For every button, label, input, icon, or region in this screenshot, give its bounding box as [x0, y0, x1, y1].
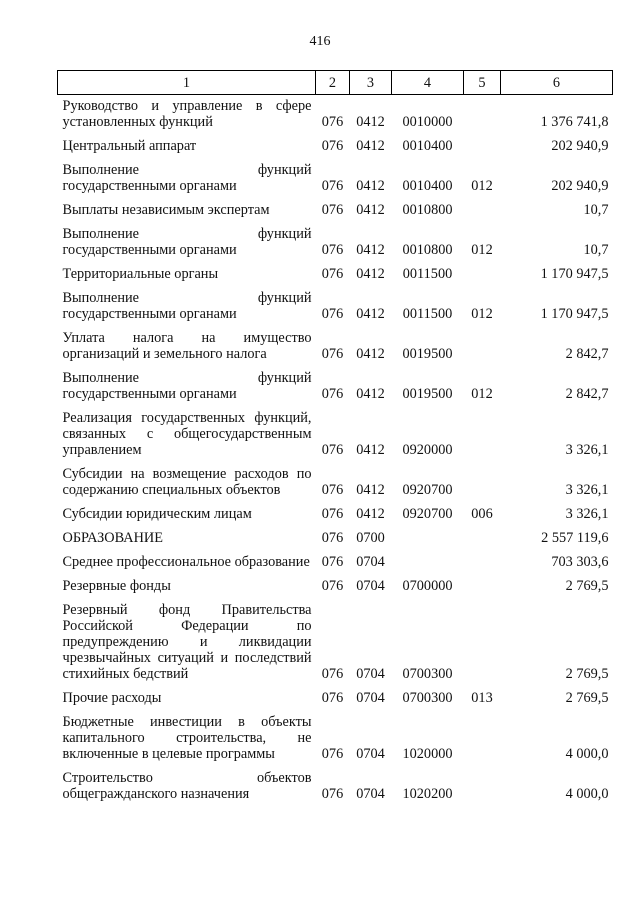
- row-amount: 703 303,6: [551, 554, 609, 570]
- row-section-code: 0412: [356, 202, 385, 218]
- row-amount: 1 170 947,5: [540, 306, 609, 322]
- row-amount: 3 326,1: [565, 506, 609, 522]
- row-expense-type-code: [464, 575, 501, 599]
- row-name: Бюджетные инвестиции в объекты капитального строительства, не включенные в целевые программы: [62, 714, 312, 762]
- row-name: Выполнение функций государственными органами: [62, 370, 312, 402]
- row-section-code: 0700: [356, 530, 385, 546]
- row-expense-type-code: [464, 527, 501, 551]
- row-section-code: 0412: [356, 386, 385, 402]
- row-target-code: 0010800: [402, 202, 453, 218]
- row-expense-type-code: 012: [471, 386, 493, 402]
- row-amount: 202 940,9: [551, 178, 609, 194]
- row-amount: 4 000,0: [565, 746, 609, 762]
- row-ministry-code: 076: [321, 746, 344, 762]
- table-row: [58, 135, 613, 159]
- table-body: [58, 95, 613, 808]
- row-target-code: 0019500: [402, 346, 453, 362]
- row-name: ОБРАЗОВАНИЕ: [62, 530, 163, 546]
- row-expense-type-code: [464, 327, 501, 367]
- row-ministry-code: 076: [321, 530, 344, 546]
- row-target-code: [392, 527, 464, 551]
- row-section-code: 0412: [356, 306, 385, 322]
- row-ministry-code: 076: [321, 786, 344, 802]
- row-name: Территориальные органы: [62, 266, 219, 282]
- table-row: [58, 407, 613, 463]
- row-target-code: 0019500: [402, 386, 453, 402]
- row-ministry-code: 076: [321, 138, 344, 154]
- row-amount: 2 769,5: [565, 578, 609, 594]
- header-col-3: 3: [350, 71, 392, 95]
- row-name: Субсидии юридическим лицам: [62, 506, 252, 522]
- row-section-code: 0412: [356, 442, 385, 458]
- table-row: [58, 327, 613, 367]
- row-amount: 10,7: [583, 242, 609, 258]
- row-name: Выполнение функций государственными органами: [62, 162, 312, 194]
- table-row: [58, 95, 613, 136]
- row-section-code: 0704: [356, 578, 385, 594]
- row-name: Резервные фонды: [62, 578, 171, 594]
- table-row: [58, 263, 613, 287]
- row-target-code: [392, 551, 464, 575]
- page-number: 416: [309, 34, 331, 49]
- row-amount: 2 557 119,6: [541, 530, 609, 546]
- row-name: Строительство объектов общегражданского назначения: [62, 770, 312, 802]
- row-expense-type-code: 012: [471, 178, 493, 194]
- row-expense-type-code: [464, 551, 501, 575]
- row-name: Центральный аппарат: [62, 138, 197, 154]
- header-col-5: 5: [464, 71, 501, 95]
- row-ministry-code: 076: [321, 666, 344, 682]
- row-amount: 2 842,7: [565, 386, 609, 402]
- row-section-code: 0704: [356, 690, 385, 706]
- row-name: Среднее профессиональное образование: [62, 554, 310, 570]
- row-name: Уплата налога на имущество организаций и земельного налога: [62, 330, 312, 362]
- row-name: Выплаты независимым экспертам: [62, 202, 270, 218]
- row-ministry-code: 076: [321, 578, 344, 594]
- row-ministry-code: 076: [321, 554, 344, 570]
- row-target-code: 0920000: [402, 442, 453, 458]
- row-section-code: 0412: [356, 266, 385, 282]
- row-expense-type-code: 012: [471, 306, 493, 322]
- row-target-code: 0010800: [402, 242, 453, 258]
- header-col-1: 1: [58, 71, 316, 95]
- row-expense-type-code: 006: [471, 506, 493, 522]
- row-ministry-code: 076: [321, 690, 344, 706]
- row-ministry-code: 076: [321, 386, 344, 402]
- row-target-code: 0700000: [402, 578, 453, 594]
- table-row: [58, 687, 613, 711]
- row-section-code: 0412: [356, 506, 385, 522]
- row-name: Реализация государственных функций, связанных с общегосударственным управлением: [62, 410, 312, 458]
- row-section-code: 0704: [356, 554, 385, 570]
- table-row: [58, 223, 613, 263]
- table-row: [58, 551, 613, 575]
- table-row: [58, 503, 613, 527]
- row-target-code: 0011500: [402, 306, 453, 322]
- row-expense-type-code: 013: [471, 690, 493, 706]
- table-row: [58, 159, 613, 199]
- row-expense-type-code: [464, 95, 501, 136]
- row-expense-type-code: [464, 463, 501, 503]
- header-col-6: 6: [501, 71, 613, 95]
- row-amount: 10,7: [583, 202, 609, 218]
- row-section-code: 0412: [356, 178, 385, 194]
- row-target-code: 0700300: [402, 690, 453, 706]
- row-ministry-code: 076: [321, 266, 344, 282]
- table-row: [58, 711, 613, 767]
- header-col-2: 2: [316, 71, 350, 95]
- table-row: [58, 463, 613, 503]
- row-ministry-code: 076: [321, 202, 344, 218]
- row-ministry-code: 076: [321, 178, 344, 194]
- table-header: [58, 71, 613, 95]
- row-expense-type-code: [464, 407, 501, 463]
- row-ministry-code: 076: [321, 306, 344, 322]
- row-amount: 2 769,5: [565, 690, 609, 706]
- row-section-code: 0412: [356, 242, 385, 258]
- row-expense-type-code: [464, 199, 501, 223]
- row-name: Выполнение функций государственными органами: [62, 226, 312, 258]
- row-amount: 1 170 947,5: [540, 266, 609, 282]
- row-section-code: 0704: [356, 746, 385, 762]
- row-expense-type-code: [464, 711, 501, 767]
- row-ministry-code: 076: [321, 242, 344, 258]
- row-ministry-code: 076: [321, 506, 344, 522]
- table-row: [58, 199, 613, 223]
- table-row: [58, 287, 613, 327]
- row-name: Выполнение функций государственными органами: [62, 290, 312, 322]
- budget-table: [57, 70, 613, 807]
- row-amount: 4 000,0: [565, 786, 609, 802]
- row-expense-type-code: [464, 263, 501, 287]
- row-target-code: 0010400: [402, 178, 453, 194]
- row-ministry-code: 076: [321, 346, 344, 362]
- row-expense-type-code: [464, 767, 501, 807]
- row-section-code: 0412: [356, 482, 385, 498]
- header-col-4: 4: [392, 71, 464, 95]
- row-section-code: 0704: [356, 786, 385, 802]
- row-target-code: 0010000: [402, 114, 453, 130]
- table-row: [58, 575, 613, 599]
- row-target-code: 0920700: [402, 506, 453, 522]
- row-ministry-code: 076: [321, 114, 344, 130]
- row-expense-type-code: [464, 135, 501, 159]
- row-name: Субсидии на возмещение расходов по содержанию специальных объектов: [62, 466, 312, 498]
- row-target-code: 0011500: [402, 266, 453, 282]
- row-name: Прочие расходы: [62, 690, 162, 706]
- row-target-code: 0010400: [402, 138, 453, 154]
- row-section-code: 0412: [356, 114, 385, 130]
- row-section-code: 0412: [356, 346, 385, 362]
- row-name: Резервный фонд Правительства Российской Федерации по предупреждению и ликвидации чрезвычайных ситуаций и последствий стихийных бедствий: [62, 602, 312, 682]
- table-row: [58, 767, 613, 807]
- row-ministry-code: 076: [321, 482, 344, 498]
- row-expense-type-code: 012: [471, 242, 493, 258]
- table-row: [58, 367, 613, 407]
- row-expense-type-code: [464, 599, 501, 687]
- row-ministry-code: 076: [321, 442, 344, 458]
- row-section-code: 0412: [356, 138, 385, 154]
- row-name: Руководство и управление в сфере установленных функций: [62, 98, 312, 130]
- row-amount: 2 842,7: [565, 346, 609, 362]
- row-section-code: 0704: [356, 666, 385, 682]
- row-amount: 202 940,9: [551, 138, 609, 154]
- row-target-code: 0920700: [402, 482, 453, 498]
- row-target-code: 0700300: [402, 666, 453, 682]
- row-target-code: 1020000: [402, 746, 453, 762]
- row-amount: 3 326,1: [565, 482, 609, 498]
- row-amount: 1 376 741,8: [540, 114, 609, 130]
- row-amount: 2 769,5: [565, 666, 609, 682]
- row-target-code: 1020200: [402, 786, 453, 802]
- table-row: [58, 599, 613, 687]
- row-amount: 3 326,1: [565, 442, 609, 458]
- table-row: [58, 527, 613, 551]
